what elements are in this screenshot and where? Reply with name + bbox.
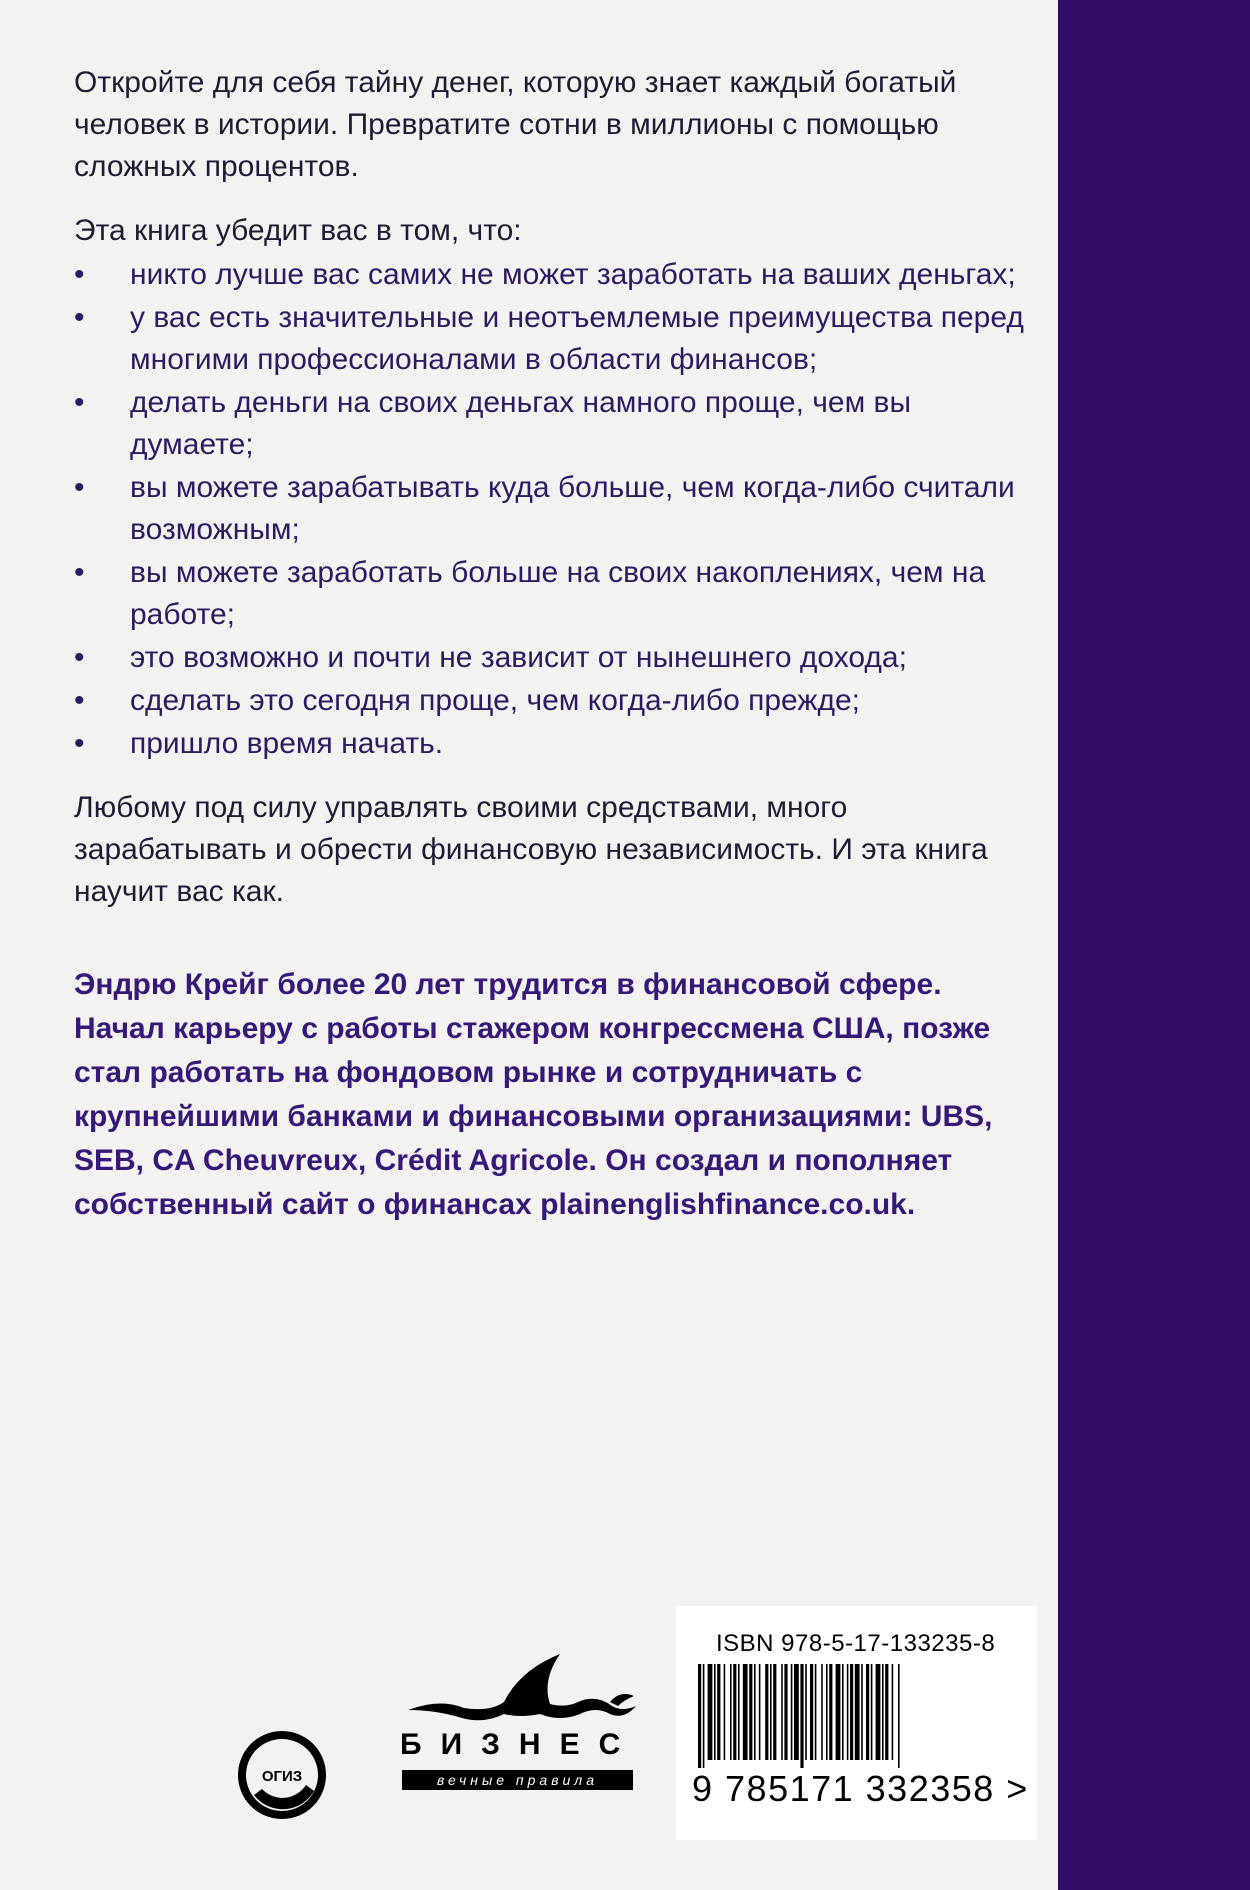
barcode-bar	[749, 1664, 752, 1760]
bullet-icon: •	[74, 386, 85, 419]
shark-fin-icon	[400, 1650, 640, 1728]
barcode-bar	[698, 1664, 701, 1768]
barcode-bar	[738, 1664, 740, 1760]
isbn-barcode-box	[676, 1606, 1037, 1840]
isbn-label: ISBN 978-5-17-133235-8	[716, 1630, 996, 1657]
publisher-mark: ОГИЗ	[261, 1768, 303, 1785]
bullet-icon: •	[74, 727, 85, 760]
barcode-bar	[708, 1664, 713, 1760]
barcode-digits: 9 785171 332358 >	[692, 1768, 1029, 1809]
barcode-bar	[821, 1664, 823, 1760]
benefits-section	[74, 210, 1034, 765]
barcode-bar	[770, 1664, 772, 1760]
bullet-icon: •	[74, 556, 85, 589]
series-name: БИЗНЕС	[400, 1728, 640, 1761]
barcode-bar	[866, 1664, 869, 1760]
benefits-title: Эта книга убедит вас в том, что:	[74, 214, 522, 247]
publisher-logo	[232, 1725, 332, 1830]
barcode-bar	[861, 1664, 863, 1760]
barcode-icon	[694, 1664, 1004, 1768]
barcode-bar	[855, 1664, 860, 1760]
barcode-bar	[871, 1664, 873, 1760]
author-bio: Эндрю Крейг более 20 лет трудится в финансовой сфере. Начал карьеру с работы стажером конгрессмена США, позже стал работать на фондовом рынке и сотрудничать с крупнейшими банками и финансовыми организациями: UBS, SEB, CA Cheuvreux, Crédit Agricole. Он создал и пополняет собственный сайт о финансах plainenglishfinance.co.uk.	[74, 968, 993, 1221]
barcode-bar	[829, 1664, 832, 1760]
barcode-bar	[724, 1664, 726, 1760]
benefits-list	[74, 254, 1034, 765]
spine-color-band	[1058, 0, 1250, 1890]
bullet-icon: •	[74, 641, 85, 674]
barcode-bar	[754, 1664, 756, 1760]
barcode-bar	[892, 1664, 894, 1760]
bullet-icon: •	[74, 258, 85, 291]
list-item: • делать деньги на своих деньгах намного проще, чем вы думаете;	[74, 382, 1034, 466]
barcode-bar	[836, 1664, 841, 1760]
barcode-bar	[882, 1664, 884, 1760]
barcode-bar	[898, 1664, 900, 1768]
intro-paragraph: Откройте для себя тайну денег, которую знает каждый богатый человек в истории. Превратите сотни в миллионы с помощью сложных процентов.	[74, 66, 957, 183]
bullet-icon: •	[74, 301, 85, 334]
publisher-circle-icon	[232, 1725, 332, 1825]
barcode-bar	[885, 1664, 888, 1760]
barcode-bar	[730, 1664, 732, 1760]
barcode-bar	[842, 1664, 844, 1760]
barcode-bar	[800, 1664, 803, 1768]
barcode-bar	[826, 1664, 828, 1760]
back-cover-text	[74, 62, 1034, 1249]
bullet-icon: •	[74, 471, 85, 504]
barcode-bar	[714, 1664, 716, 1760]
barcode-bar	[765, 1664, 768, 1760]
closing-paragraph: Любому под силу управлять своими средствами, много зарабатывать и обрести финансовую независимость. И эта книга научит вас как.	[74, 791, 988, 908]
barcode-bar	[717, 1664, 720, 1760]
barcode-bar	[847, 1664, 849, 1760]
barcode-bar	[791, 1664, 793, 1760]
barcode-bar	[876, 1664, 881, 1760]
barcode-bar	[781, 1664, 783, 1760]
list-item: • никто лучше вас самих не может заработать на ваших деньгах;	[74, 254, 1034, 296]
barcode-bar	[815, 1664, 817, 1760]
barcode-bar	[810, 1664, 813, 1760]
barcode-bar	[703, 1664, 705, 1768]
barcode-bar	[850, 1664, 853, 1760]
barcode-bar	[784, 1664, 787, 1760]
barcode-bar	[733, 1664, 736, 1760]
series-subtitle: вечные правила	[402, 1770, 633, 1790]
bullet-icon: •	[74, 684, 85, 717]
list-item: • это возможно и почти не зависит от нынешнего дохода;	[74, 637, 1034, 679]
barcode-bar	[805, 1664, 807, 1760]
list-item: • сделать это сегодня проще, чем когда-либо прежде;	[74, 680, 1034, 722]
list-item: • у вас есть значительные и неотъемлемые преимущества перед многими профессионалами в области финансов;	[74, 297, 1034, 381]
barcode-bar	[794, 1664, 799, 1760]
list-item: • вы можете зарабатывать куда больше, чем когда-либо считали возможным;	[74, 467, 1034, 551]
list-item: • вы можете заработать больше на своих накоплениях, чем на работе;	[74, 552, 1034, 636]
barcode-bar	[773, 1664, 776, 1760]
barcode-bar	[759, 1664, 761, 1760]
barcode-bar	[743, 1664, 748, 1760]
list-item: • пришло время начать.	[74, 723, 1034, 765]
